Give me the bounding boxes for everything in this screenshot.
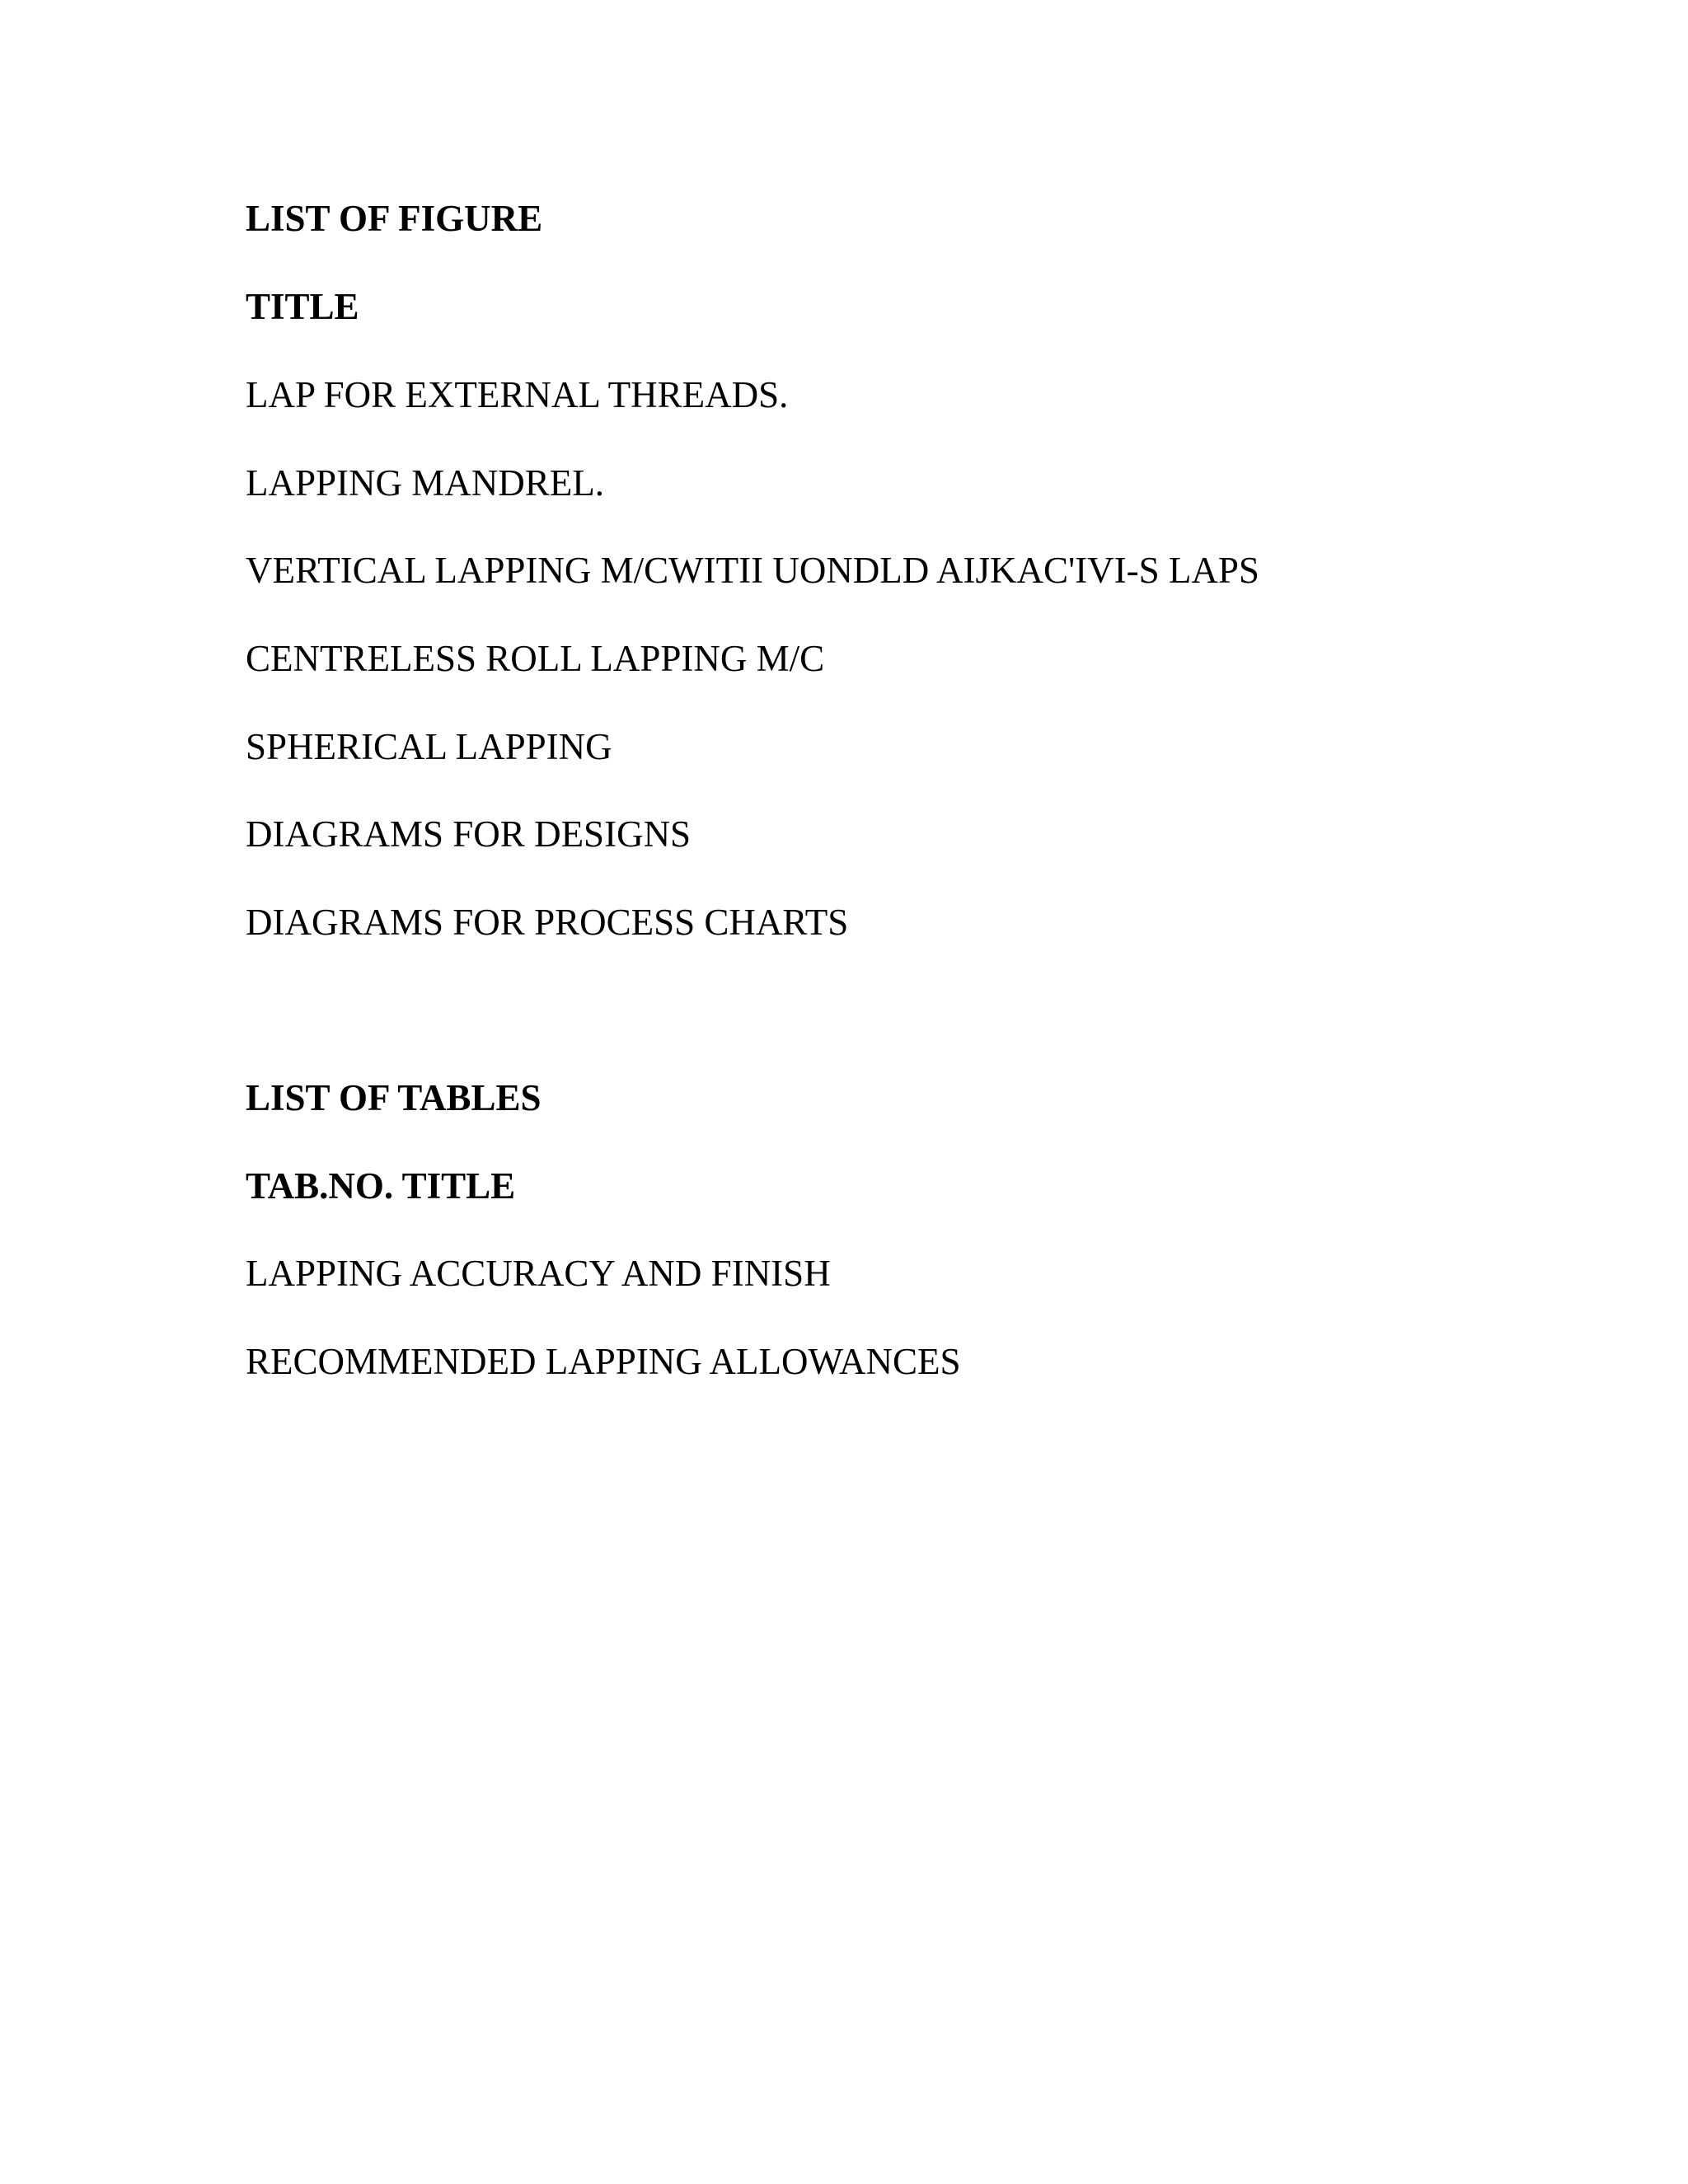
- figure-list-item: CENTRELESS ROLL LAPPING M/C: [246, 638, 825, 679]
- figure-list-item: LAPPING MANDREL.: [246, 462, 605, 504]
- figure-list-item: LAP FOR EXTERNAL THREADS.: [246, 374, 789, 415]
- table-list-item: RECOMMENDED LAPPING ALLOWANCES: [246, 1341, 961, 1382]
- table-list-item: LAPPING ACCURACY AND FINISH: [246, 1253, 831, 1294]
- figure-list-item: DIAGRAMS FOR DESIGNS: [246, 813, 692, 855]
- list-of-tables-heading: LIST OF TABLES: [246, 1077, 542, 1118]
- tables-column-header: TAB.NO. TITLE: [246, 1165, 516, 1207]
- figure-list-item: VERTICAL LAPPING M/CWITII UONDLD AIJKAC'IVI-S LAPS: [246, 550, 1259, 591]
- figure-list-item: SPHERICAL LAPPING: [246, 726, 612, 767]
- list-of-figures-heading: LIST OF FIGURE: [246, 198, 543, 239]
- figures-title-column-header: TITLE: [246, 286, 359, 327]
- figure-list-item: DIAGRAMS FOR PROCESS CHARTS: [246, 902, 849, 943]
